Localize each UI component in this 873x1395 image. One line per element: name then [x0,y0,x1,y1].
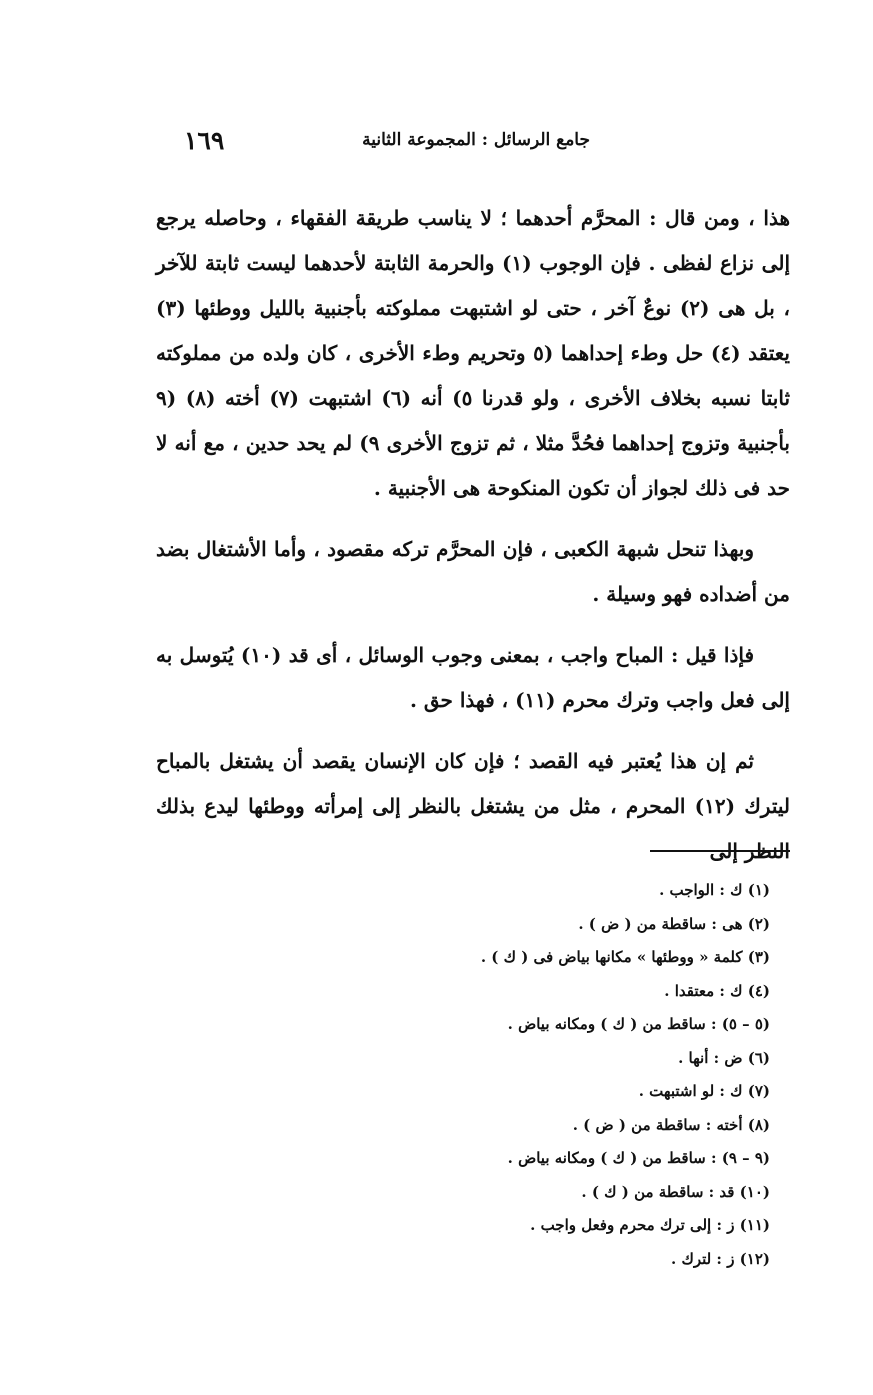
footnote-separator [650,850,790,852]
footnote-item: (١١) ز : إلى ترك محرم وفعل واجب . [530,1216,770,1234]
paragraph-1: هذا ، ومن قال : المحرَّم أحدهما ؛ لا يناسب طريقة الفقهاء ، وحاصله يرجع إلى نزاع لفظى . فإن الوجوب (١) والحرمة الثابتة لأحدهما ليست ثابتة للآخر ، بل هى (٢) نوعٌ آخر ، حتى لو اشتبهت مملوكته بأجنبية بالليل ووطئها (٣) يعتقد (٤) حل وطء إحداهما (٥ وتحريم وطء الأخرى ، كان ولده من مملوكته ثابتا نسبه بخلاف الأخرى ، ولو قدرنا ٥) أنه (٦) اشتبهت (٧) أخته (٨) (٩ بأجنبية وتزوج إحداهما فحُدَّ مثلا ، ثم تزوج الأخرى ٩) لم يحد حدين ، مع أنه لا حد فى ذلك لجواز أن تكون المنكوحة هى الأجنبية . [156,206,791,500]
footnote-item: (٦) ض : أنها . [678,1048,770,1067]
footnote-item: (٤) ك : معتقدا . [664,981,770,1000]
footnote-item: (٥ – ٥) : ساقط من ( ك ) ومكانه بياض . [507,1015,770,1033]
footnote-item: (١٠) قد : ساقطة من ( ك ) . [581,1182,770,1201]
footnote-item: (٨) أخته : ساقطة من ( ض ) . [572,1115,770,1134]
paragraph-2: وبهذا تنحل شبهة الكعبى ، فإن المحرَّم تركه مقصود ، وأما الأشتغال بضد من أضداده فهو وسيلة . [156,537,790,606]
paragraph-3: فإذا قيل : المباح واجب ، بمعنى وجوب الوسائل ، أى قد (١٠) يُتوسل به إلى فعل واجب وترك محرم (١١) ، فهذا حق . [156,643,790,712]
footnote-item: (٣) كلمة « ووطئها » مكانها بياض فى ( ك ) . [480,948,770,966]
footnotes-list [380,874,770,1276]
footnote-item: (١) ك : الواجب . [659,881,770,899]
header-title: جامع الرسائل : المجموعة الثانية [362,130,590,150]
footnote-item: (٢) هى : ساقطة من ( ض ) . [578,914,770,933]
footnote-item: (٧) ك : لو اشتبهت . [638,1082,770,1100]
body-text [156,196,790,890]
paragraph-4: ثم إن هذا يُعتبر فيه القصد ؛ فإن كان الإنسان يقصد أن يشتغل بالمباح ليترك (١٢) المحرم ، مثل من يشتغل بالنظر إلى إمرأته ووطئها ليدع بذلك النظر إلى [156,749,791,863]
footnote-item: (٩ – ٩) : ساقط من ( ك ) ومكانه بياض . [507,1149,770,1167]
running-header [170,126,590,162]
footnote-item: (١٢) ز : لترك . [671,1249,770,1268]
page-number: ١٦٩ [184,126,225,155]
